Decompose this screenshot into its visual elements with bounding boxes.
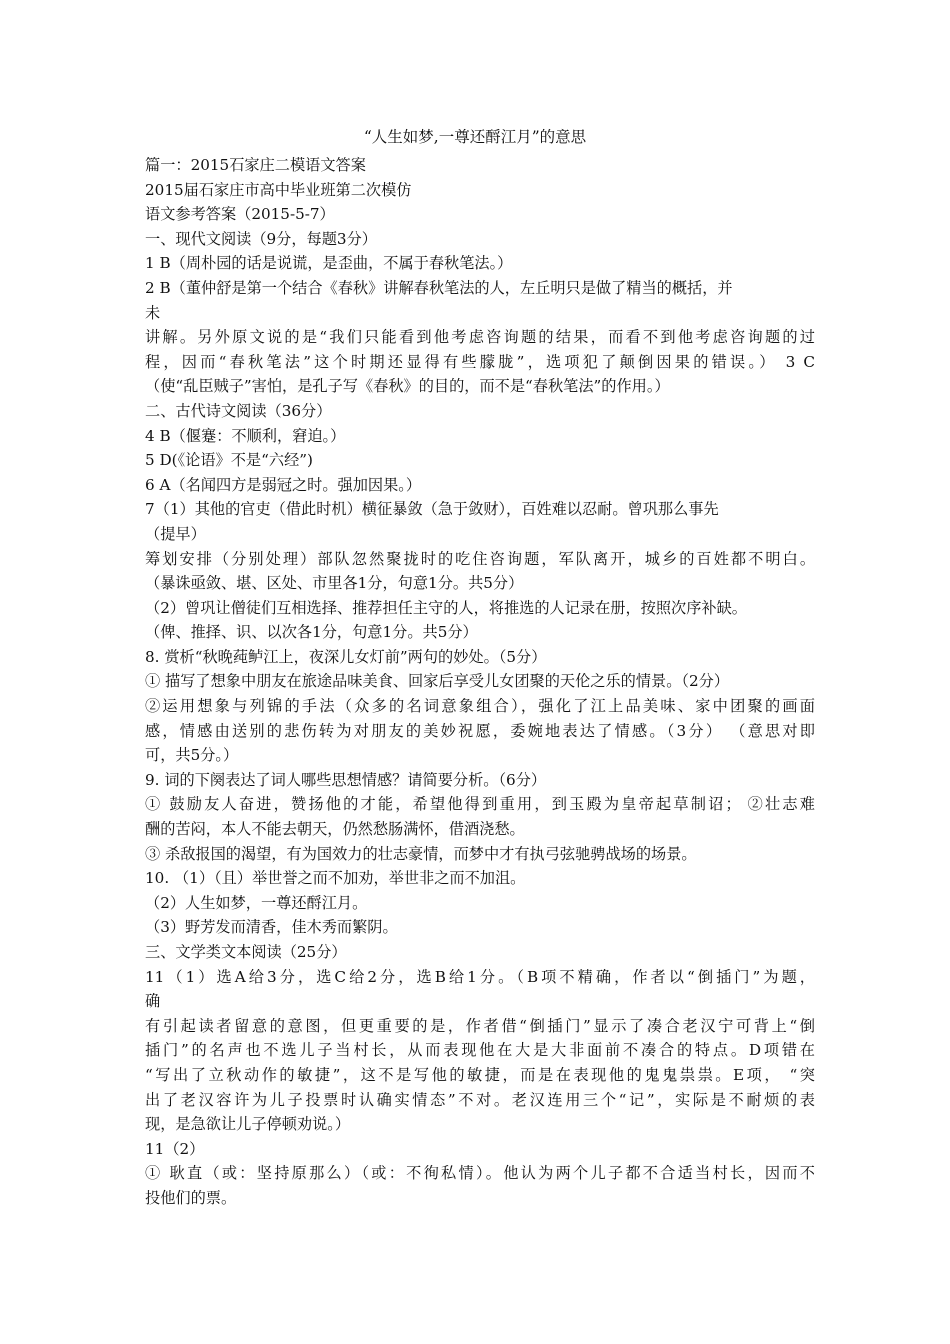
text-line: 1 B（周朴园的话是说谎，是歪曲，不属于春秋笔法。） — [145, 254, 513, 273]
text-line: 投他们的票。 — [145, 1188, 237, 1207]
text-line: 二、古代诗文阅读（36分） — [145, 401, 332, 420]
text-line: 7（1）其他的官吏（借此时机）横征暴敛（急于敛财），百姓难以忍耐。曾巩那么事先 — [145, 500, 719, 519]
text-line: 感，情感由送别的悲伤转为对朋友的美妙祝愿，委婉地表达了情感。（3分） （意思对即 — [145, 721, 815, 740]
text-line: ②运用想象与列锦的手法（众多的名词意象组合），强化了江上品美味、家中团聚的画面 — [145, 697, 815, 716]
text-line: （使“乱臣贼子”害怕，是孔子写《春秋》的目的，而不是“春秋笔法”的作用。） — [145, 377, 670, 396]
text-line: 筹划安排（分别处理）部队忽然聚拢时的吃住咨询题，军队离开，城乡的百姓都不明白。 — [145, 549, 815, 568]
text-line: 9. 词的下阕表达了词人哪些思想情感？请简要分析。（6分） — [145, 770, 547, 789]
text-line: （俾、推择、识、以次各1分，句意1分。共5分） — [145, 623, 478, 642]
text-line: 2 B（董仲舒是第一个结合《春秋》讲解春秋笔法的人，左丘明只是做了精当的概括，并 — [145, 278, 733, 297]
text-line: 确 — [145, 992, 161, 1011]
text-line: （暴诛亟敛、堪、区处、市里各1分，句意1分。共5分） — [145, 574, 524, 593]
text-line: “写出了立秋动作的敏捷”，这不是写他的敏捷，而是在表现他的鬼鬼祟祟。E项， “突 — [145, 1065, 815, 1084]
text-line: 5 D(《论语》不是“六经”) — [145, 451, 313, 470]
document-body — [145, 153, 815, 1211]
text-line: 11（2） — [145, 1139, 205, 1158]
text-line: ① 鼓励友人奋进，赞扬他的才能，希望他得到重用，到玉殿为皇帝起草制诏； ②壮志难 — [145, 795, 815, 814]
text-line: 三、文学类文本阅读（25分） — [145, 943, 347, 961]
document-title: “人生如梦,一尊还酹江月”的意思 — [363, 128, 587, 146]
text-line: 6 A（名闻四方是弱冠之时。强加因果。） — [145, 475, 422, 494]
text-line: （提早） — [145, 524, 206, 543]
text-line: 语文参考答案（2015-5-7） — [145, 205, 335, 224]
text-line: 有引起读者留意的意图，但更重要的是，作者借“倒插门”显示了凑合老汉宁可背上“倒 — [145, 1016, 815, 1035]
text-line: ① 耿直（或：坚持原那么）（或：不徇私情）。他认为两个儿子都不合适当村长，因而不 — [145, 1164, 815, 1183]
text-line: 10. （1）（且）举世誉之而不加劝，举世非之而不加沮。 — [145, 869, 526, 888]
text-line: 8. 赏析“秋晚莼鲈江上，夜深儿女灯前”两句的妙处。（5分） — [145, 647, 547, 666]
text-line: 出了老汉容许为儿子投票时认确实情态”不对。老汉连用三个“记”，实际是不耐烦的表 — [145, 1090, 815, 1109]
text-line: 4 B（偃蹇：不顺利，窘迫。） — [145, 426, 346, 445]
text-line: 未 — [145, 303, 161, 322]
text-line: 11（1）选A给3分，选C给2分，选B给1分。（B项不精确，作者以“倒插门”为题， — [145, 967, 815, 986]
text-line: 2015届石家庄市高中毕业班第二次模仿 — [145, 180, 412, 199]
text-line: （2）曾巩让僧徒们互相选择、推荐担任主守的人，将推选的人记录在册，按照次序补缺。 — [145, 598, 747, 617]
text-line: 篇一：2015石家庄二模语文答案 — [145, 156, 366, 174]
text-line: ① 描写了想象中朋友在旅途品味美食、回家后享受儿女团聚的天伦之乐的情景。（2分） — [145, 672, 730, 691]
text-line: 插门”的名声也不选儿子当村长，从而表现他在大是大非面前不凑合的特点。D项错在 — [145, 1041, 815, 1060]
text-line: 程，因而“春秋笔法”这个时期还显得有些朦胧”，选项犯了颠倒因果的错误。） 3 C — [145, 352, 815, 371]
text-line: ③ 杀敌报国的渴望，有为国效力的壮志豪情，而梦中才有执弓弦驰骋战场的场景。 — [145, 844, 697, 863]
text-line: 讲解。另外原文说的是“我们只能看到他考虑咨询题的结果，而看不到他考虑咨询题的过 — [145, 328, 815, 347]
text-line: 可，共5分。） — [145, 746, 239, 765]
text-line: （3）野芳发而清香，佳木秀而繁阴。 — [145, 918, 398, 937]
text-line: 现，是急欲让儿子停顿劝说。） — [145, 1115, 351, 1134]
text-line: （2）人生如梦，一尊还酹江月。 — [145, 893, 368, 912]
text-line: 酬的苦闷，本人不能去朝天，仍然愁肠满怀，借酒浇愁。 — [145, 820, 525, 839]
text-line: 一、现代文阅读（9分，每题3分） — [145, 229, 377, 248]
